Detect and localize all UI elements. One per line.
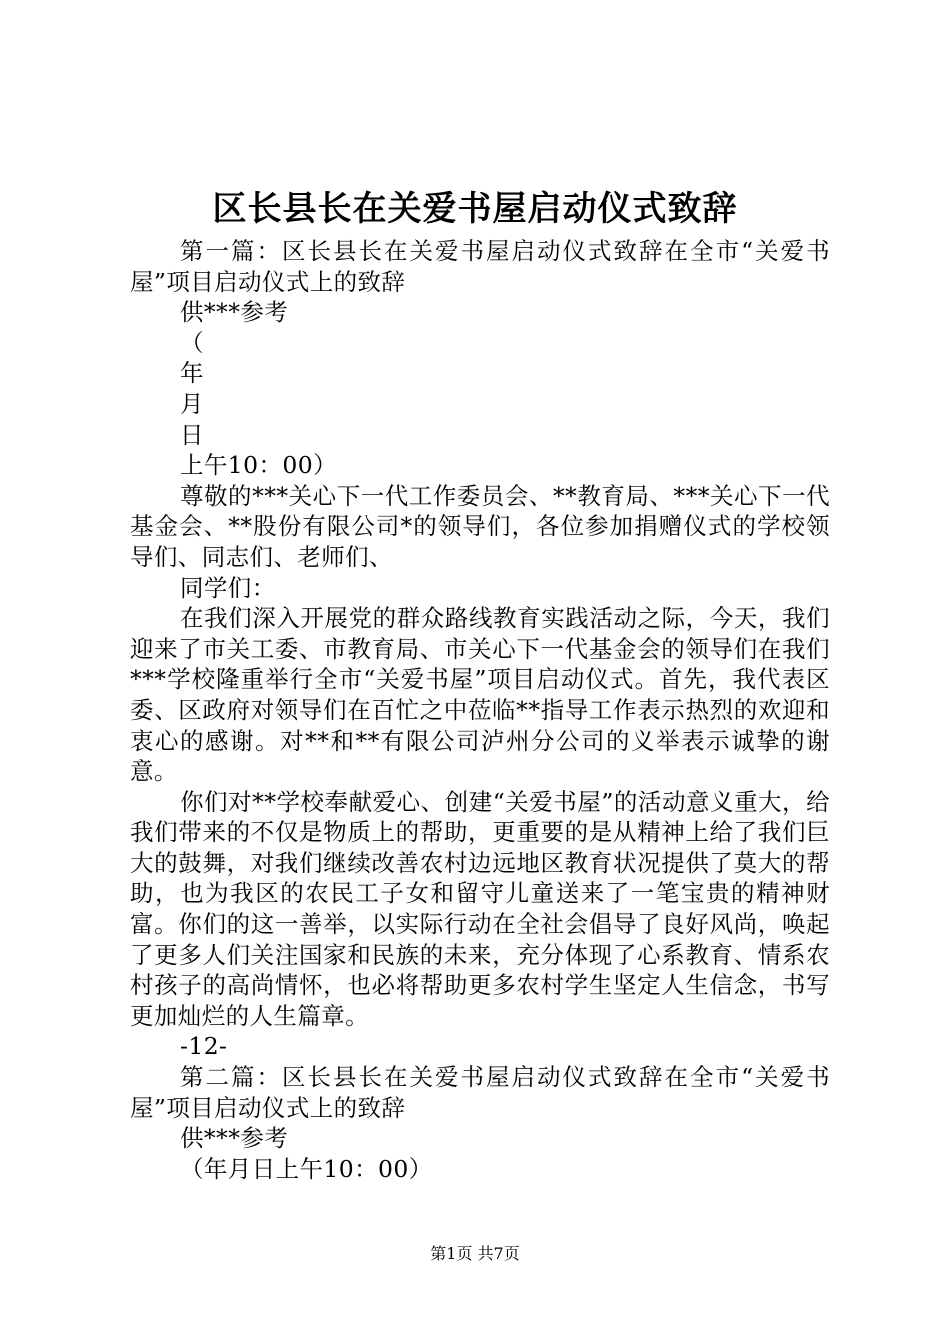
paragraph-gratitude: 你们对**学校奉献爱心、创建“关爱书屋”的活动意义重大，给我们带来的不仅是物质上的帮助，更重要的是从精神上给了我们巨大的鼓舞，对我们继续改善农村边远地区教育状况提供了莫大的帮助，也为我区的农民工子女和留守儿童送来了一笔宝贵的精神财富。你们的这一善举，以实际行动在全社会倡导了良好风尚，唤起了更多人们关注国家和民族的未来，充分体现了心系教育、情系农村孩子的高尚情怀，也必将帮助更多农村学生坚定人生信念，书写更加灿烂的人生篇章。	[130, 787, 830, 1030]
document-title: 区长县长在关爱书屋启动仪式致辞	[212, 189, 738, 229]
paragraph-date-month: 月	[180, 389, 204, 418]
paragraph-date-2: （年月日上午10：00）	[180, 1154, 433, 1183]
paragraph-section-one-heading: 第一篇：区长县长在关爱书屋启动仪式致辞在全市“关爱书屋”项目启动仪式上的致辞	[130, 237, 830, 296]
paragraph-reference-note-2: 供***参考	[180, 1124, 289, 1153]
page-number-footer: 第1页 共7页	[430, 1244, 520, 1263]
document-body	[130, 236, 830, 1184]
paragraph-reference-note: 供***参考	[180, 298, 289, 327]
paragraph-salutation-end: 同学们：	[180, 573, 276, 602]
paragraph-date-day: 日	[180, 420, 204, 449]
paragraph-welcome: 在我们深入开展党的群众路线教育实践活动之际，今天，我们迎来了市关工委、市教育局、市关心下一代基金会的领导们在我们***学校隆重举行全市“关爱书屋”项目启动仪式。首先，我代表区委、区政府对领导们在百忙之中莅临**指导工作表示热烈的欢迎和衷心的感谢。对**和**有限公司泸州分公司的义举表示诚挚的谢意。	[130, 604, 830, 786]
paragraph-date-open-paren: （	[180, 328, 204, 357]
paragraph-section-marker: -12-	[180, 1032, 228, 1061]
paragraph-salutation: 尊敬的***关心下一代工作委员会、**教育局、***关心下一代基金会、**股份有限公司*的领导们，各位参加捐赠仪式的学校领导们、同志们、老师们、	[130, 481, 830, 571]
paragraph-date-year: 年	[180, 359, 204, 388]
paragraph-section-two-heading: 第二篇：区长县长在关爱书屋启动仪式致辞在全市“关爱书屋”项目启动仪式上的致辞	[130, 1063, 830, 1122]
paragraph-date-time: 上午10：00）	[180, 451, 338, 480]
